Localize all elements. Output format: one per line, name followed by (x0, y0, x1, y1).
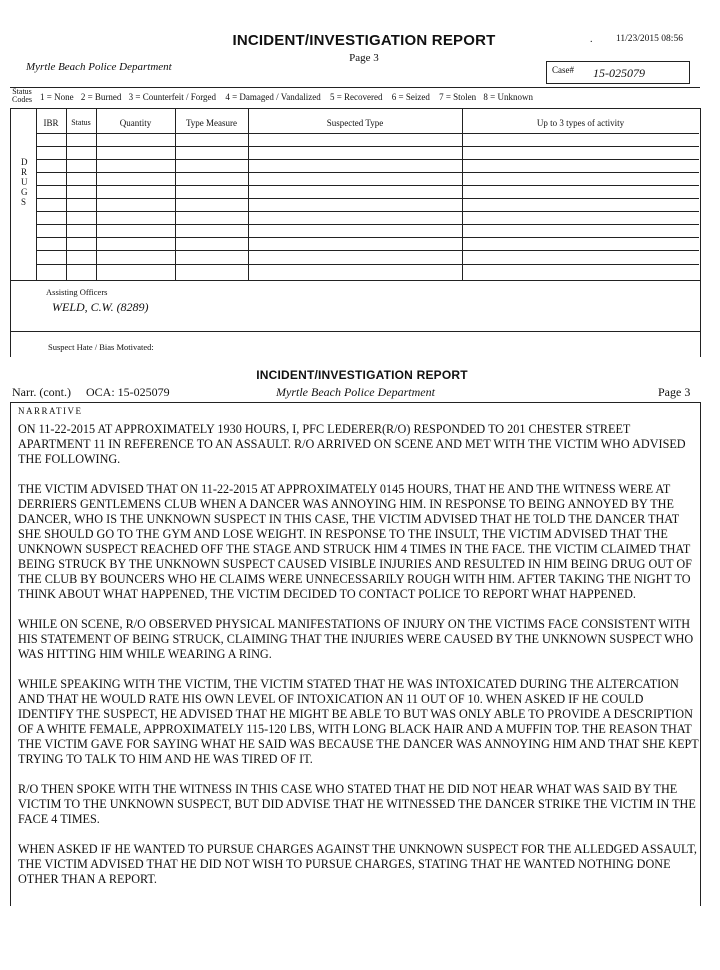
drugs-letter: S (21, 197, 27, 207)
col-activity: Up to 3 types of activity (536, 118, 625, 128)
drugs-letter: U (21, 177, 28, 187)
status-code: 7 = Stolen (439, 92, 477, 102)
oca-number: OCA: 15-025079 (86, 385, 170, 399)
drugs-row-rule (36, 185, 699, 186)
col-status: Status (71, 118, 91, 127)
status-codes-list (40, 92, 533, 102)
narrative-text (18, 422, 702, 903)
case-number-box (546, 61, 690, 84)
drugs-row-rule (36, 198, 699, 199)
narr-cont-label: Narr. (cont.) (12, 385, 71, 399)
narrative-report-title: INCIDENT/INVESTIGATION REPORT (256, 368, 468, 382)
status-label-line1: Status (12, 87, 32, 96)
col-quantity: Quantity (119, 118, 152, 128)
narrative-label: NARRATIVE (18, 406, 83, 416)
drugs-letter: R (21, 167, 28, 177)
page-number: Page 3 (349, 52, 379, 64)
status-codes-label (12, 88, 32, 104)
drugs-row-rule (36, 172, 699, 173)
status-code: 2 = Burned (80, 92, 122, 102)
status-label-line2: Codes (12, 95, 32, 104)
status-code: 3 = Counterfeit / Forged (128, 92, 217, 102)
drugs-row-rule (36, 264, 699, 265)
narrative-paragraph: WHILE ON SCENE, R/O OBSERVED PHYSICAL MANIFESTATIONS OF INJURY ON THE VICTIMS FACE CONSISTENT WITH HIS STATEMENT OF BEING STRUCK, CLAIMING THAT THE INJURIES WERE CAUSED BY THE UNKNOWN SUSPECT WHO WAS HITTING HIM WHILE WEARING A RING. (18, 616, 694, 661)
drugs-letter: D (21, 157, 28, 167)
drugs-row-rule (36, 224, 699, 225)
narrative-paragraph: ON 11-22-2015 AT APPROXIMATELY 1930 HOURS, I, PFC LEDERER(R/O) RESPONDED TO 201 CHESTER STREET APARTMENT 11 IN REFERENCE TO AN ASSAULT. R/O ARRIVED ON SCENE AND MET WITH THE VICTIM WHO ADVISED THE FOLLOWING. (18, 422, 686, 466)
status-top-rule (10, 87, 700, 88)
drugs-letter: G (21, 187, 28, 197)
report-title: INCIDENT/INVESTIGATION REPORT (232, 32, 496, 49)
case-label: Case# (552, 65, 574, 75)
status-code: 4 = Damaged / Vandalized (225, 92, 321, 102)
col-suspected-type: Suspected Type (326, 118, 384, 128)
narrative-page-number: Page 3 (658, 385, 691, 399)
narrative-paragraph: WHILE SPEAKING WITH THE VICTIM, THE VICTIM STATED THAT HE WAS INTOXICATED DURING THE ALTERCATION AND THAT HE WOULD RATE HIS OWN LEVEL OF INTOXICATION AN 11 OUT OF 10. WHEN ASKED IF HE COULD IDENTIFY THE SUSPECT, HE ADVISED THAT HE MIGHT BE ABLE TO BUT WAS ONLY ABLE TO PROVIDE A DESCRIPTION OF A WHITE FEMALE, APPROXIMATELY 115-120 LBS, WITH LONG BLACK HAIR AND A MUFFIN TOP. THE REASON THAT THE VICTIM GAVE FOR SAYING WHAT HE SAID WAS BECAUSE THE DANCER WAS ANNOYING HIM AND THAT SHE KEPT TRYING TO TALK TO HIM AND HE WAS TIRED OF IT. (18, 677, 699, 766)
department-name: Myrtle Beach Police Department (26, 61, 172, 73)
assisting-bottom-rule (10, 331, 700, 332)
narrative-paragraph: THE VICTIM ADVISED THAT ON 11-22-2015 AT APPROXIMATELY 0145 HOURS, THAT HE AND THE WITNESS WERE AT DERRIERS GENTLEMENS CLUB WHEN A DANCER WAS ANNOYING HIM. IN RESPONSE TO BEING ANNOYED BY THE DANCER, WHO IS THE UNKNOWN SUSPECT IN THIS CASE, THE VICTIM ADVISED THAT HE TOLD THE DANCER THAT SHE SHOULD GO TO THE GYM AND LOSE WEIGHT. IN RESPONSE TO THE INSULT, THE VICTIM ADVISED THAT THE UNKNOWN SUSPECT REACHED OFF THE STAGE AND STRUCK HIM 4 TIMES IN THE FACE. THE VICTIM CLAIMED THAT BEING STRUCK BY THE UNKNOWN SUSPECT CAUSED VISIBLE INJURIES AND RESULTED IN HIM BEING DRUG OUT OF THE CLUB BY BOUNCERS WHO HE CLAIMS WERE UNNECESSARILY ROUGH WITH HIM. AFTER TAKING THE NIGHT TO THINK ABOUT WHAT HAPPENED, THE VICTIM DECIDED TO CONTACT POLICE TO REPORT WHAT HAPPENED. (18, 482, 692, 601)
narrative-paragraph: R/O THEN SPOKE WITH THE WITNESS IN THIS CASE WHO STATED THAT HE DID NOT HEAR WHAT WAS SAID BY THE VICTIM TO THE UNKNOWN SUSPECT, BUT DID ADVISE THAT HE WITNESSED THE DANCER STRIKE THE VICTIM IN THE FACE 4 TIMES. (18, 782, 696, 826)
assisting-officer-name: WELD, C.W. (8289) (52, 300, 149, 314)
narrative-paragraph: WHEN ASKED IF HE WANTED TO PURSUE CHARGES AGAINST THE UNKNOWN SUSPECT FOR THE ALLEDGED ASSAULT, THE VICTIM ADVISED THAT HE DID NOT WISH TO PURSUE CHARGES, STATING THAT HE WANTED NOTHING DONE OTHER THAN A REPORT. (18, 842, 697, 887)
drugs-bottom-rule (10, 280, 700, 281)
drugs-row-rule (36, 211, 699, 212)
status-code: 5 = Recovered (329, 92, 383, 102)
print-datetime: 11/23/2015 08:56 (616, 34, 683, 44)
drugs-row-rule (36, 133, 699, 134)
status-code: 8 = Unknown (483, 92, 533, 102)
hate-bias-label: Suspect Hate / Bias Motivated: (48, 342, 154, 352)
drugs-row-rule (36, 250, 699, 251)
drugs-row-rule (36, 237, 699, 238)
col-ibr: IBR (43, 118, 59, 128)
status-code: 1 = None (40, 92, 74, 102)
col-type-measure: Type Measure (185, 118, 238, 128)
case-number: 15-025079 (593, 66, 645, 80)
narrative-department-name: Myrtle Beach Police Department (276, 385, 435, 399)
assisting-officers-label: Assisting Officers (46, 287, 108, 297)
dot-mark: . (590, 34, 593, 45)
drugs-row-rule (36, 146, 699, 147)
status-code: 6 = Seized (391, 92, 430, 102)
drugs-row-rule (36, 159, 699, 160)
